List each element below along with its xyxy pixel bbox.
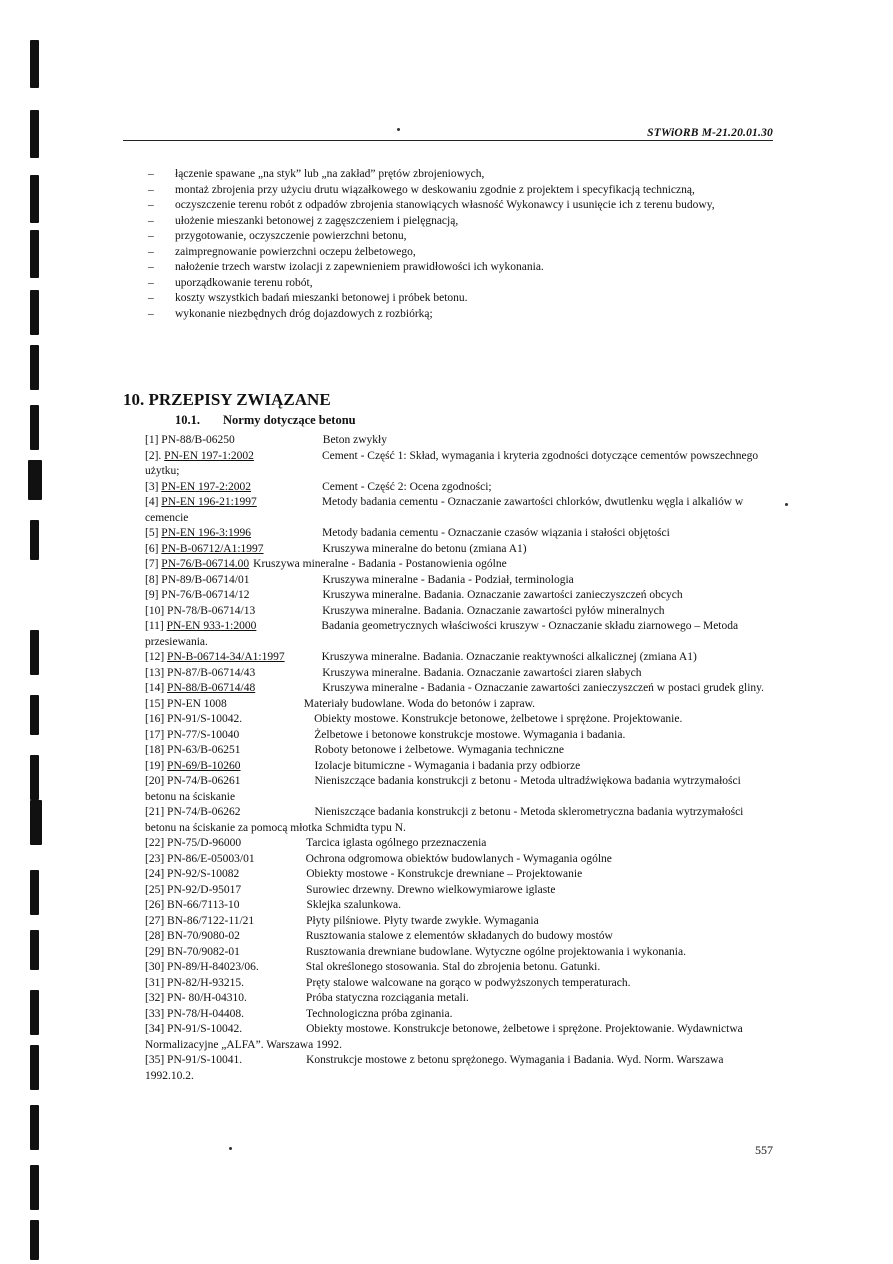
reference-description: Kruszywa mineralne do betonu (zmiana A1) [322,542,527,555]
subsection-number: 10.1. [175,413,200,427]
reference-item [145,542,773,558]
reference-code: PN-91/S-10041. [167,1054,243,1066]
reference-code: BN-70/9080-02 [167,930,240,942]
reference-id: [24] [145,868,165,880]
page-number: 557 [755,1143,773,1157]
reference-code: PN-89/H-84023/06. [167,961,259,973]
reference-item [145,1053,773,1084]
reference-item [145,945,773,961]
reference-code: PN-91/S-10042. [167,1023,243,1035]
reference-description: Cement - Część 2: Ocena zgodności; [322,480,492,493]
reference-id: [28] [145,930,165,942]
reference-item [145,526,773,542]
scan-mark [30,175,39,223]
scan-mark [30,930,39,970]
reference-code: PN-76/B-06714.00 [161,558,250,570]
reference-description: Kruszywa mineralne - Badania - Postanowienia ogólne [253,558,507,570]
reference-code: PN-77/S-10040 [167,728,240,741]
list-item: – oczyszczenie terenu robót z odpadów zbrojenia stanowiących własność Wykonawcy i usunięcie ich z terenu budowy, [148,198,773,214]
list-item: – łączenie spawane „na styk” lub „na zakład” prętów zbrojeniowych, [148,167,773,183]
reference-id: [18] [145,744,165,756]
reference-id: [13] [145,666,165,679]
scan-mark [30,110,39,158]
header-title: STWiORB M-21.20.01.30 [647,127,773,139]
reference-description: Nieniszczące badania konstrukcji z betonu - Metoda ultradźwiękowa badania wytrzymałości betonu na ściskanie [145,775,741,803]
reference-description: Obiekty mostowe. Konstrukcje betonowe, żelbetowe i sprężone. Projektowanie. Wydawnictwa Normalizacyjne „ALFA”. Warszawa 1992. [145,1023,743,1051]
list-item: – uporządkowanie terenu robót, [148,276,773,292]
reference-code: PN-EN 196-3:1996 [161,527,252,539]
reference-description: Kruszywa mineralne. Badania. Oznaczanie zawartości ziaren słabych [322,666,642,679]
reference-description: Nieniszczące badania konstrukcji z betonu - Metoda sklerometryczna badania wytrzymałości betonu na ściskanie za pomocą młotka Schmidta typu N. [145,806,744,834]
reference-id: [33] [145,1007,165,1020]
reference-description: Płyty pilśniowe. Płyty twarde zwykłe. Wymagania [306,914,539,927]
subsection-label: Normy dotyczące betonu [223,413,356,427]
reference-code: PN-78/H-04408. [167,1007,245,1020]
reference-item [145,774,773,805]
reference-id: [17] [145,728,165,741]
scan-mark [30,990,39,1035]
reference-code: PN-EN 933-1:2000 [166,620,257,632]
scan-mark [30,1045,39,1090]
reference-description: Obiekty mostowe - Konstrukcje drewniane – Projektowanie [306,868,583,880]
reference-item [145,728,773,744]
reference-item [145,898,773,914]
reference-code: PN-86/E-05003/01 [167,852,255,865]
scan-mark [30,520,39,560]
reference-id: [3] [145,480,159,493]
reference-description: Cement - Część 1: Skład, wymagania i kryteria zgodności dotyczące cementów powszechnego użytku; [145,449,759,477]
reference-code: BN-86/7122-11/21 [167,914,255,927]
reference-item [145,976,773,992]
reference-id: [30] [145,961,165,973]
reference-description: Metody badania cementu - Oznaczanie czasów wiązania i stałości objętości [322,527,670,539]
reference-item [145,743,773,759]
scan-mark [30,1105,39,1150]
scan-mark [30,755,39,800]
reference-item [145,697,773,713]
reference-description: Kruszywa mineralne - Badania - Podział, terminologia [322,573,574,586]
reference-id: [8] [145,573,159,586]
reference-code: PN-91/S-10042. [167,713,243,725]
reference-code: PN-88/B-06250 [161,434,235,446]
reference-item [145,960,773,976]
scan-mark [30,695,39,735]
scan-mark [30,405,39,450]
reference-id: [20] [145,775,165,787]
scan-mark [28,460,42,500]
reference-id: [7] [145,558,159,570]
reference-code: PN-69/B-10260 [167,759,241,772]
reference-item [145,650,773,666]
reference-code: PN-76/B-06714/12 [161,589,250,601]
reference-description: Metody badania cementu - Oznaczanie zawartości chlorków, dwutlenku węgla i alkaliów w cemencie [145,496,744,524]
reference-id: [31] [145,976,165,989]
reference-id: [34] [145,1023,165,1035]
reference-id: [6] [145,542,159,555]
reference-id: [5] [145,527,159,539]
reference-id: [21] [145,806,165,818]
section-title: 10. PRZEPISY ZWIĄZANE [123,390,331,409]
reference-description: Stal określonego stosowania. Stal do zbrojenia betonu. Gatunki. [305,961,601,973]
reference-description: Konstrukcje mostowe z betonu sprężonego. Wymagania i Badania. Wyd. Norm. Warszawa 1992.10.2. [145,1054,724,1082]
scan-mark [30,40,39,88]
reference-description: Surowiec drzewny. Drewno wielkowymiarowe iglaste [306,883,556,896]
reference-item [145,883,773,899]
reference-item [145,480,773,496]
page-header [123,122,773,141]
reference-description: Obiekty mostowe. Konstrukcje betonowe, żelbetowe i sprężone. Projektowanie. [314,713,683,725]
reference-description: Izolacje bitumiczne - Wymagania i badania przy odbiorze [314,759,581,772]
reference-description: Roboty betonowe i żelbetowe. Wymagania techniczne [314,744,564,756]
reference-code: PN-87/B-06714/43 [167,666,256,679]
reference-description: Rusztowania stalowe z elementów składanych do budowy mostów [305,930,613,942]
reference-description: Ochrona odgromowa obiektów budowlanych - Wymagania ogólne [305,852,612,865]
reference-item [145,836,773,852]
reference-id: [25] [145,883,165,896]
reference-code: PN-EN 196-21:1997 [161,496,257,508]
reference-id: [14] [145,682,165,694]
reference-item [145,588,773,604]
reference-item [145,867,773,883]
reference-id: [29] [145,945,165,958]
reference-id: [32] [145,992,165,1004]
reference-id: [16] [145,713,165,725]
list-item: – zaimpregnowanie powierzchni oczepu żelbetowego, [148,245,773,261]
reference-code: PN-B-06714-34/A1:1997 [167,651,285,663]
reference-item [145,712,773,728]
reference-list [145,433,773,1084]
reference-item [145,1007,773,1023]
reference-id: [11] [145,620,164,632]
reference-description: Próba statyczna rozciągania metali. [305,992,469,1004]
reference-code: PN-92/D-95017 [167,883,242,896]
reference-id: [27] [145,914,165,927]
scan-mark [30,800,42,845]
reference-description: Kruszywa mineralne - Badania - Oznaczanie zawartości zanieczyszczeń w postaci grudek gliny. [322,682,765,694]
reference-id: [15] [145,697,165,710]
reference-code: PN-EN 1008 [167,697,227,710]
reference-description: Technologiczna próba zginania. [306,1007,453,1020]
reference-item [145,759,773,775]
reference-description: Kruszywa mineralne. Badania. Oznaczanie zawartości zanieczyszczeń obcych [322,589,683,601]
list-item: – nałożenie trzech warstw izolacji z zapewnieniem prawidłowości ich wykonania. [148,260,773,276]
scan-mark [30,290,39,335]
reference-code: PN-88/B-06714/48 [167,682,256,694]
scan-mark [30,230,39,278]
scan-mark [30,345,39,390]
reference-item [145,666,773,682]
reference-description: Żelbetowe i betonowe konstrukcje mostowe. Wymagania i badania. [314,728,626,741]
reference-code: BN-66/7113-10 [167,899,240,911]
reference-item [145,573,773,589]
scan-mark [30,1220,39,1260]
reference-code: PN-89/B-06714/01 [161,573,250,586]
reference-item [145,557,773,573]
reference-code: BN-70/9082-01 [167,945,240,958]
reference-item [145,495,773,526]
reference-id: [4] [145,496,159,508]
list-item: – przygotowanie, oczyszczenie powierzchni betonu, [148,229,773,245]
reference-item [145,1022,773,1053]
reference-item [145,619,773,650]
reference-description: Badania geometrycznych właściwości kruszyw - Oznaczanie składu ziarnowego – Metoda przesiewania. [145,620,739,648]
reference-code: PN- 80/H-04310. [167,992,247,1004]
list-item: – wykonanie niezbędnych dróg dojazdowych z rozbiórką; [148,307,773,323]
subsection-title [175,413,356,428]
reference-description: Materiały budowlane. Woda do betonów i zapraw. [303,697,536,710]
bullet-list [148,167,773,322]
reference-code: PN-63/B-06251 [167,744,241,756]
reference-item [145,852,773,868]
scan-speck [785,503,788,506]
reference-item [145,929,773,945]
scan-mark [30,870,39,915]
reference-code: PN-82/H-93215. [167,976,245,989]
reference-item [145,604,773,620]
reference-code: PN-B-06712/A1:1997 [161,542,264,555]
reference-id: [1] [145,434,159,446]
scan-speck [229,1147,232,1150]
reference-item [145,433,773,449]
reference-id: [26] [145,899,165,911]
list-item: – koszty wszystkich badań mieszanki betonowej i próbek betonu. [148,291,773,307]
reference-description: Pręty stalowe walcowane na gorąco w podwyższonych temperaturach. [306,976,631,989]
reference-item [145,681,773,697]
reference-id: [2]. [145,449,162,462]
reference-description: Kruszywa mineralne. Badania. Oznaczanie reaktywności alkalicznej (zmiana A1) [321,651,697,663]
reference-item [145,449,773,480]
reference-id: [9] [145,589,159,601]
reference-item [145,991,773,1007]
list-item: – montaż zbrojenia przy użyciu drutu wiązałkowego w deskowaniu zgodnie z projektem i specyfikacją techniczną, [148,183,773,199]
reference-code: PN-EN 197-1:2002 [164,449,254,462]
reference-code: PN-74/B-06261 [167,775,241,787]
reference-item [145,805,773,836]
reference-code: PN-92/S-10082 [167,868,240,880]
reference-description: Rusztowania drewniane budowlane. Wytyczne ogólne projektowania i wykonania. [305,945,686,958]
reference-id: [19] [145,759,165,772]
reference-description: Beton zwykły [322,434,387,446]
reference-description: Sklejka szalunkowa. [306,899,401,911]
reference-code: PN-74/B-06262 [167,806,241,818]
reference-id: [35] [145,1054,165,1066]
reference-id: [22] [145,837,165,849]
reference-description: Tarcica iglasta ogólnego przeznaczenia [306,837,487,849]
reference-id: [23] [145,852,165,865]
list-item: – ułożenie mieszanki betonowej z zagęszczeniem i pielęgnacją, [148,214,773,230]
reference-id: [12] [145,651,165,663]
scan-mark [30,1165,39,1210]
reference-item [145,914,773,930]
reference-code: PN-75/D-96000 [167,837,242,849]
reference-description: Kruszywa mineralne. Badania. Oznaczanie zawartości pyłów mineralnych [322,604,665,617]
scan-mark [30,630,39,675]
reference-id: [10] [145,604,165,617]
reference-code: PN-78/B-06714/13 [167,604,256,617]
reference-code: PN-EN 197-2:2002 [161,480,252,493]
